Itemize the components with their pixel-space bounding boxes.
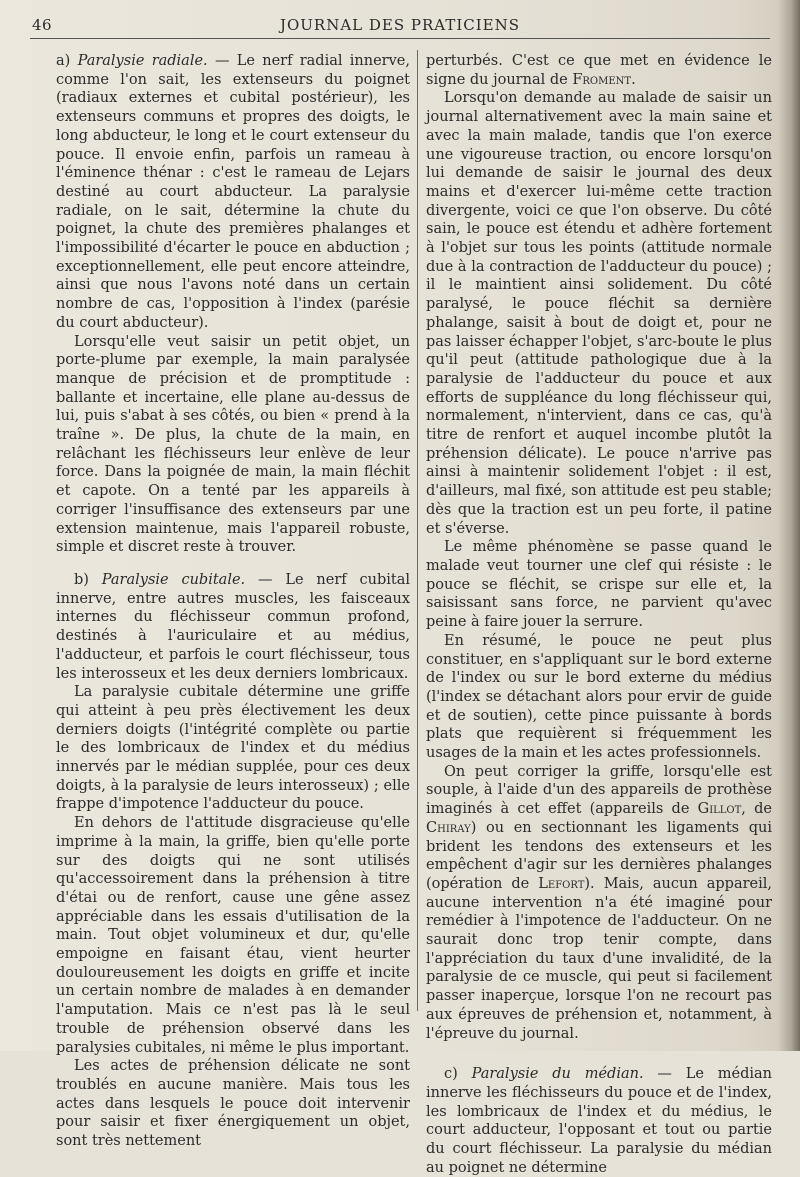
running-header xyxy=(30,12,770,39)
page-number: 46 xyxy=(32,16,53,34)
section-heading-cubital: Paralysie cubitale. xyxy=(101,571,246,588)
paragraph-text: — Le médian innerve les fléchisseurs du pouce et de l'index, les lombricaux de l'index et du médius, le court adducteur, l'opposant et tout ou partie du court fléchisseur. La paralysie du médian au poignet ne détermine xyxy=(426,1066,772,1176)
paragraph-journal-test: Lorsqu'on demande au malade de saisir un journal alternativement avec la main saine et avec la main malade, tandis que l'on exerce une vigoureuse traction, ou encore lorsqu'on lui demande de saisir le journal des deux mains et d'exercer lui-même cette traction divergente, voici ce que l'on observe. Du côté sain, le pouce est étendu et adhère fortement à l'objet sur tous les points (attitude normale due à la contraction de l'adducteur du pouce) ; il le maintient ainsi solidement. Du côté paralysé, le pouce fléchit sa dernière phalange, saisit à bout de doigt et, pour ne pas laisser échapper l'objet, s'arc-boute le plus qu'il peut (attitude pathologique due à la paralysie de l'adducteur du pouce et aux efforts de suppléance du long fléchisseur qui, normalement, n'intervient, dans ce cas, qu'à titre de renfort et auquel incombe plutôt la préhension délicate). Le pouce n'arrive pas ainsi à maintenir solidement l'objet : il est, d'ailleurs, mal fixé, son attitude est peu stable; dès que la traction est un peu forte, il patine et s'éverse. xyxy=(426,90,772,537)
binding-shadow xyxy=(778,0,800,1051)
right-column xyxy=(426,52,772,1176)
section-heading-radial: Paralysie radiale. xyxy=(77,53,208,69)
paragraph-text: perturbés. C'est ce que met en évidence le signe du journal de xyxy=(426,53,772,88)
paragraph-median-intro xyxy=(426,1065,772,1177)
paragraph-text: ). Mais, aucun appareil, aucune intervention n'a été imaginé pour remédier à l'impotence de l'adducteur. On ne saurait donc trop tenir compte, dans l'appréciation du taux d'une invalidité, de la paralysie de ce muscle, qui peut si facilement passer inaperçue, lorsque l'on ne recourt pas aux épreuves de préhension et, notamment, à l'épreuve du journal. xyxy=(426,875,772,1042)
paragraph-radial-intro xyxy=(56,52,410,333)
column-divider xyxy=(417,50,418,1011)
paragraph-text: — Le nerf radial innerve, comme l'on sait, les extenseurs du poignet (radiaux externes et cubital postérieur), les extenseurs communs et propres des doigts, le long abducteur, le long et le court extenseur du pouce. Il envoie enfin, parfois un rameau à l'éminence thénar : c'est le rameau de Lejars destiné au court abducteur. La paralysie radiale, on le sait, détermine la chute du poignet, la chute des premières phalanges et l'impossibilité d'écarter le pouce en abduction ; exceptionnellement, elle peut encore atteindre, ainsi que nous l'avons noté dans un certain nombre de cas, l'opposition à l'index (parésie du court abducteur). xyxy=(56,53,410,331)
running-title: JOURNAL DES PRATICIENS xyxy=(279,16,521,34)
author-name-chiray: Chiray xyxy=(426,819,471,836)
paragraph-text: , de xyxy=(741,801,772,818)
paragraph-text: On peut corriger la griffe, lorsqu'elle est souple, à l'aide d'un des appareils de prothèse imaginés à cet effet (appareils de xyxy=(426,763,772,818)
author-name-lefort: Lefort xyxy=(538,875,585,892)
author-name-froment: Froment xyxy=(572,71,632,88)
paragraph-text: ) ou en sectionnant les ligaments qui brident les tendons des extenseurs et les empêchent d'agir sur les dernières phalanges (opération de xyxy=(426,819,772,892)
paragraph-radial-prehension: Lorsqu'elle veut saisir un petit objet, un porte-plume par exemple, la main paralysée manque de précision et de promptitude : ballante et incertaine, elle plane au-dessus de lui, puis s'abat à ses côtés, ou bien « prend à la traîne ». De plus, la chute de la main, en relâchant les fléchisseurs leur enlève de leur force. Dans la poignée de main, la main fléchit et capote. On a tenté par les appareils à corriger l'insuffisance des extenseurs par une extension maintenue, mais l'appareil robuste, simple et discret reste à trouver. xyxy=(56,333,410,556)
paragraph-text: — Le nerf cubital innerve, entre autres muscles, les faisceaux internes du fléchisseur commun profond, destinés à l'auriculaire et au médius, l'adducteur, et parfois le court fléchisseur, tous les interosseux et les deux derniers lombricaux. xyxy=(56,571,410,682)
paragraph-text: . xyxy=(631,71,636,88)
section-label-c: c) xyxy=(444,1066,472,1083)
paragraph-froment-sign xyxy=(426,52,772,89)
paragraph-cubital-attitude: En dehors de l'attitude disgracieuse qu'elle imprime à la main, la griffe, bien qu'elle porte sur des doigts qui ne sont utilisés qu'accessoirement dans la préhension à titre d'étai ou de renfort, cause une gêne assez appréciable dans les essais d'utilisation de la main. Tout objet volumineux et dur, qu'elle empoigne en faisant étau, vient heurter douloureusement les doigts en griffe et incite un certain nombre de malades à en demander l'amputation. Mais ce n'est pas là le seul trouble de préhension observé dans les paralysies cubitales, ni même le plus important. xyxy=(56,815,410,1056)
paragraph-key-test: Le même phénomène se passe quand le malade veut tourner une clef qui résiste : le pouce se fléchit, se crispe sur elle et, la saisissant sans force, ne parvient qu'avec peine à faire jouer la serrure. xyxy=(426,539,772,631)
paragraph-correction xyxy=(426,763,772,1044)
section-heading-median: Paralysie du médian. xyxy=(471,1066,644,1083)
paragraph-cubital-griffe: La paralysie cubitale détermine une griffe qui atteint à peu près électivement les deux derniers doigts (l'intégrité complète ou partie le des lombricaux de l'index et du médius innervés par le médian supplée, pour ces deux doigts, à la paralysie de leurs interosseux) ; elle frappe d'impotence l'adducteur du pouce. xyxy=(56,684,410,813)
paragraph-cubital-prehension: Les actes de préhension délicate ne sont troublés en aucune manière. Mais tous les actes dans lesquels le pouce doit intervenir pour saisir et fixer énergiquement un objet, sont très nettement xyxy=(56,1058,410,1150)
section-label-a: a) xyxy=(56,53,78,69)
section-label-b: b) xyxy=(74,571,102,588)
paragraph-cubital-intro xyxy=(56,571,410,683)
left-column xyxy=(56,52,410,1150)
paragraph-summary: En résumé, le pouce ne peut plus constituer, en s'appliquant sur le bord externe de l'index ou sur le bord externe du médius (l'index se détachant alors pour ervir de guide et de soutien), cette pince puissante à bords plats que requièrent si fréquemment les usages de la main et les actes professionnels. xyxy=(426,632,772,762)
author-name-gillot: Gillot xyxy=(697,801,742,818)
